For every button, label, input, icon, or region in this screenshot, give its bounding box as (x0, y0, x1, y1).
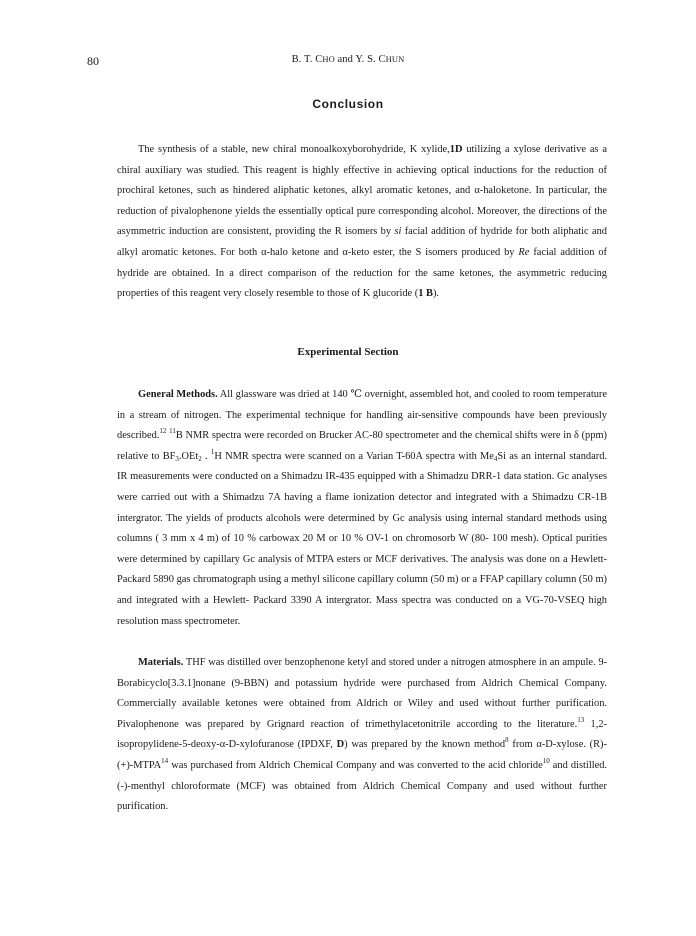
text-run: The synthesis of a stable, new chiral monoalkoxyborohydride, K xylide, (138, 144, 450, 155)
text-run: 1,2-isopropylidene-5-deoxy-α-D-xylofuranose (IPDXF, (117, 718, 607, 751)
reference-superscript: 8 (505, 736, 509, 745)
text-run: from α-D-xylose. (R)-(+)-MTPA (117, 739, 607, 771)
text-run: facial addition of hydride are obtained. In a direct comparison of the reduction for the same ketones, the asymmetric reducing properties of this reagent very closely resemble to those of K glucoride ( (117, 246, 607, 300)
reference-superscript: 14 (161, 756, 169, 765)
reference-superscript: 10 (542, 756, 550, 765)
subscript: 3 (175, 454, 179, 463)
text-run: .OEt (178, 450, 199, 462)
reference-superscript: 13 (577, 715, 585, 724)
page-number: 80 (87, 54, 99, 68)
text-run: B NMR spectra were recorded on Brucker AC-80 spectrometer and the chemical shifts were in δ (ppm) relative to BF (117, 430, 607, 462)
text-run: and distilled. (-)-menthyl chloroformate (MCF) was obtained from Aldrich Chemical Company and used without further purification. (117, 759, 608, 813)
text-run: was purchased from Aldrich Chemical Company and was converted to the acid chloride (168, 759, 543, 771)
run-in-heading: Materials. (138, 657, 184, 668)
isotope-superscript: 11 (169, 427, 176, 436)
isotope-superscript: 1 (210, 447, 215, 456)
running-head-part: B. T. C (291, 54, 323, 65)
materials-paragraph (117, 653, 607, 818)
experimental-heading: Experimental Section (297, 346, 399, 358)
running-head-smallcaps: HUN (385, 54, 405, 64)
subscript: 4 (493, 454, 498, 463)
conclusion-paragraph (117, 140, 607, 305)
compound-label: 1D (449, 144, 463, 155)
text-run: H NMR spectra were scanned on a Varian T-60A spectra with Me (214, 450, 494, 462)
text-run: All glassware was dried at 140 ℃ overnight, assembled hot, and cooled to room temperature in a stream of nitrogen. The experimental technique for handling air-sensitive compounds have been previously described. (117, 389, 607, 442)
reference-superscript: 12 (159, 427, 167, 436)
text-run: THF was distilled over benzophenone ketyl and stored under a nitrogen atmosphere in an ampule. 9-Borabicyclo[3.3.1]nonane (9-BBN) and potassium hydride were purchased from Aldrich Chemical Company. Commercially available ketones were obtained from Aldrich or Wiley and used without further purification. Pivalophenone was prepared by Grignard reaction of trimethylacetonitrile according to the literature. (117, 657, 607, 730)
run-in-heading: General Methods. (138, 389, 218, 400)
italic-term: si (394, 226, 402, 238)
running-head-smallcaps: HO (322, 54, 335, 64)
running-head (0, 54, 696, 65)
running-head-part: and Y. S. C (334, 54, 386, 65)
text-run: utilizing a xylose derivative as a chiral auxiliary was studied. This reagent is highly effective in achieving optical inductions for the reduction of prochiral ketones, such as hindered aliphatic ketones, alkyl aromatic ketones, and α-haloketone. In particular, the reduction of pivalophenone yields the essentially optical pure corresponding alcohol. Moreover, the directions of the asymmetric induction are consistent, providing the R isomers by (117, 144, 607, 238)
subscript: 2 (198, 454, 202, 463)
text-run: facial addition of hydride for both aliphatic and alkyl aromatic ketones. For both α-halo ketone and α-keto ester, the S isomers produced by (117, 226, 608, 258)
text-run: ) was prepared by the known method (344, 739, 506, 751)
text-run: Si as an internal standard. IR measurements were conducted on a Shimadzu IR-435 equipped with a Shimadzu DRR-1 data station. Gc analyses were carried out with a Shimadzu 7A having a flame ionization detector and integrated with a Shimadzu CR-1B intergrator. The yields of products alcohols were determined by Gc analysis using internal standard methods using columns ( 3 mm x 4 m) of 10 % carbowax 20 M or 10 % OV-1 on chromosorb W (80- 100 mesh). Optical purities were determined by capillary Gc analysis of MTPA esters or MCF derivatives. The analysis was done on a Hewlett- Packard 5890 gas chromatograph using a methyl silicone capillary column (50 m) or a FFAP capillary column (50 m) and integrated with a Hewlett- Packard 3390 A intergrator. Mass spectra was conducted on a VG-70-VSEQ high resolution mass spectrometer. (117, 450, 607, 627)
text-run: . (201, 450, 211, 462)
italic-term: Re (518, 246, 530, 258)
text-run: ). (432, 288, 440, 300)
compound-label: D (336, 739, 345, 751)
compound-label: 1 B (418, 288, 433, 300)
general-methods-paragraph (117, 385, 607, 632)
conclusion-heading: Conclusion (312, 97, 384, 111)
